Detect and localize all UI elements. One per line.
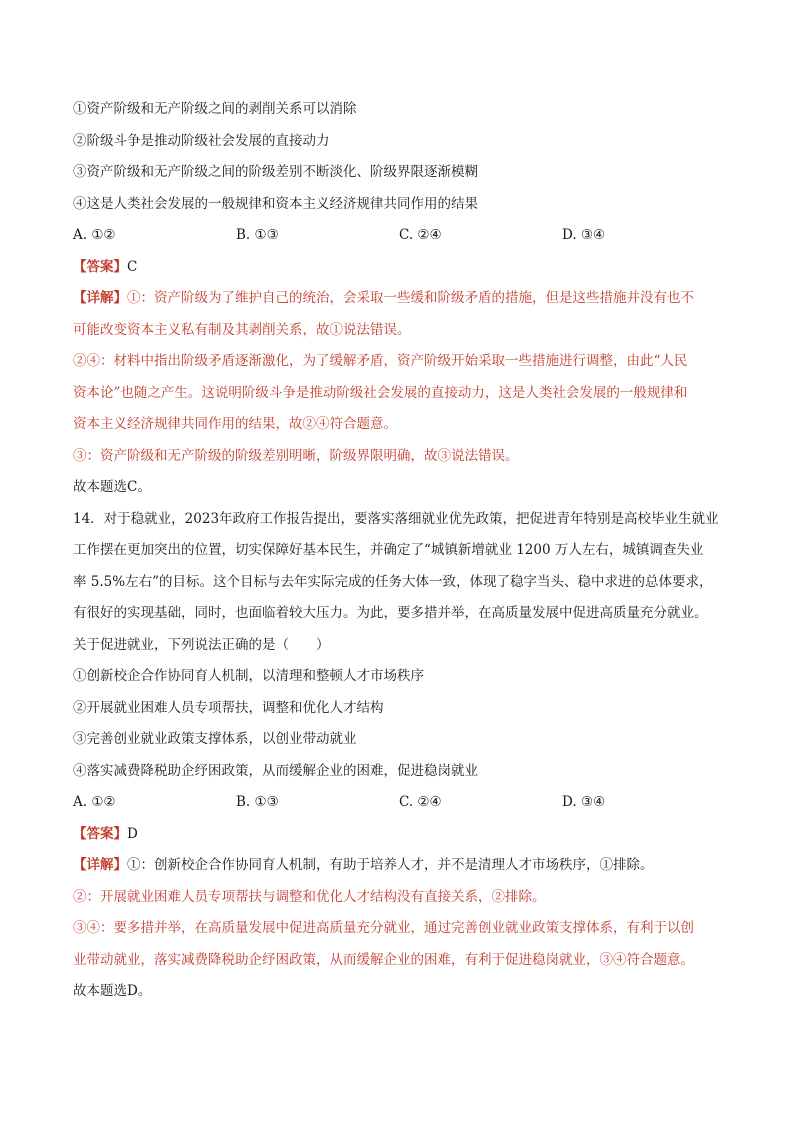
q13-conclusion: 故本题选C。 — [73, 479, 151, 495]
q14-stem-line-2: 工作摆在更加突出的位置，切实保障好基本民生，并确定了“城镇新增就业 1200 万人左右，城镇调查失业 — [73, 542, 704, 558]
q13-detail-label: 【详解】 — [73, 290, 127, 306]
q13-option-c: C. ②④ — [399, 227, 442, 243]
q14-item-1: ①创新校企合作协同育人机制，以清理和整顿人才市场秩序 — [73, 668, 424, 684]
q13-detail2-line-3: 资本主义经济规律共同作用的结果，故②④符合题意。 — [73, 416, 397, 432]
q14-option-a: A. ①② — [73, 794, 116, 810]
q14-detail3-line-1: ③④：要多措并举，在高质量发展中促进高质量充分就业，通过完善创业就业政策支撑体系，有利于以创 — [73, 920, 694, 936]
q13-detail-text-1: ①：资产阶级为了维护自己的统治，会采取一些缓和阶级矛盾的措施，但是这些措施并没有也不 — [127, 290, 694, 306]
q13-detail2-line-2: 资本论”也随之产生。这说明阶级斗争是推动阶级社会发展的直接动力，这是人类社会发展的一般规律和 — [73, 384, 688, 401]
q14-detail-text-1: ①：创新校企合作协同育人机制，有助于培养人才，并不是清理人才市场秩序，①排除。 — [127, 857, 654, 873]
q14-conclusion: 故本题选D。 — [73, 983, 152, 999]
q14-stem-line-1: 14．对于稳就业，2023年政府工作报告提出，要落实落细就业优先政策，把促进青年特别是高校毕业生就业 — [73, 510, 719, 527]
q14-option-b: B. ①③ — [236, 794, 279, 810]
q14-detail-line-1 — [73, 854, 733, 886]
q14-answer — [73, 823, 733, 855]
q14-detail3-line-2: 业带动就业，落实减费降税助企纾困政策，从而缓解企业的困难，有利于促进稳岗就业，③④符合题意。 — [73, 951, 694, 968]
q14-stem-line-5: 关于促进就业，下列说法正确的是（ ） — [73, 636, 330, 653]
q13-item-3: ③资产阶级和无产阶级之间的阶级差别不断淡化、阶级界限逐渐模糊 — [73, 164, 478, 180]
q13-detail2-line-1: ②④：材料中指出阶级矛盾逐渐激化，为了缓解矛盾，资产阶级开始采取一些措施进行调整，由此“人民 — [73, 353, 688, 369]
q14-item-3: ③完善创业就业政策支撑体系，以创业带动就业 — [73, 731, 357, 747]
q14-options — [73, 791, 733, 823]
q13-detail-line-2: 可能改变资本主义私有制及其剥削关系，故①说法错误。 — [73, 321, 411, 338]
q13-answer-label: 【答案】 — [73, 258, 127, 275]
q14-answer-value: D — [127, 825, 138, 842]
q13-item-1: ①资产阶级和无产阶级之间的剥削关系可以消除 — [73, 101, 357, 117]
q13-option-b: B. ①③ — [236, 227, 279, 243]
page-content — [73, 98, 733, 1011]
q14-item-4: ④落实减费降税助企纾困政策，从而缓解企业的困难，促进稳岗就业 — [73, 762, 478, 779]
q13-detail3: ③：资产阶级和无产阶级的阶级差别明晰，阶级界限明确，故③说法错误。 — [73, 447, 519, 464]
q13-option-d: D. ③④ — [562, 227, 606, 243]
q14-stem-line-4: 有很好的实现基础，同时，也面临着较大压力。为此，要多措并举，在高质量发展中促进高质量充分就业。 — [73, 605, 708, 621]
q13-detail-line-1 — [73, 287, 733, 319]
q13-answer — [73, 256, 733, 288]
q14-answer-label: 【答案】 — [73, 825, 127, 842]
q14-block — [73, 508, 733, 1012]
q14-option-d: D. ③④ — [562, 794, 606, 810]
q13-options — [73, 224, 733, 256]
q13-block — [73, 98, 733, 508]
q14-stem-line-3: 率 5.5%左右”的目标。这个目标与去年实际完成的任务大体一致，体现了稳字当头、稳中求进的总体要求， — [73, 573, 713, 590]
q14-detail2: ②：开展就业困难人员专项帮扶与调整和优化人才结构没有直接关系，②排除。 — [73, 888, 546, 905]
q13-item-4: ④这是人类社会发展的一般规律和资本主义经济规律共同作用的结果 — [73, 195, 478, 212]
q13-answer-value: C — [127, 258, 138, 275]
q14-detail-label: 【详解】 — [73, 857, 127, 873]
q14-item-2: ②开展就业困难人员专项帮扶，调整和优化人才结构 — [73, 699, 384, 716]
q13-item-2: ②阶级斗争是推动阶级社会发展的直接动力 — [73, 132, 330, 149]
q14-option-c: C. ②④ — [399, 794, 442, 810]
q13-option-a: A. ①② — [73, 227, 116, 243]
